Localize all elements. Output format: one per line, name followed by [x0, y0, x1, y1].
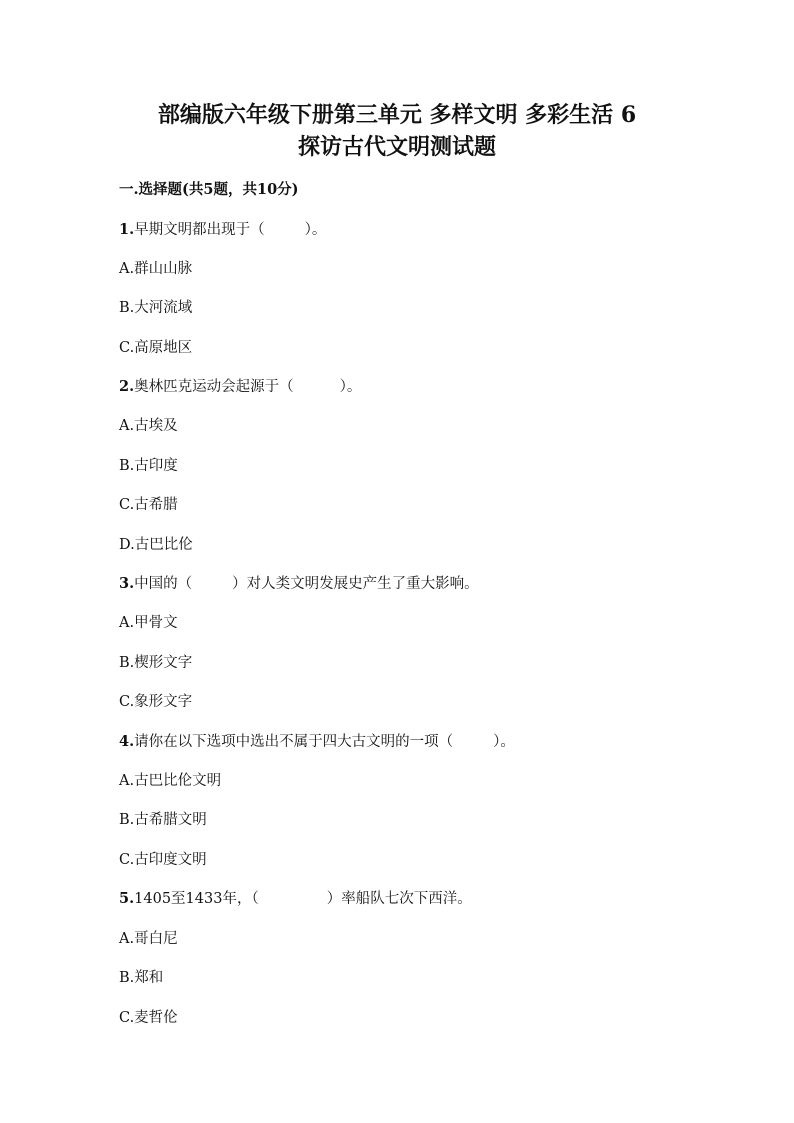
section-heading: 一.选择题(共5题，共10分) [119, 181, 299, 198]
question-number: 4. [119, 733, 135, 750]
question-5-option-c: C.麦哲伦 [119, 1010, 178, 1026]
question-2-option-b: B.古印度 [119, 458, 178, 474]
question-text: 奥林匹克运动会起源于（ [134, 379, 294, 395]
document-title-line-1: 部编版六年级下册第三单元 多样文明 多彩生活 6 [157, 102, 637, 128]
document-title-line-2: 探访古代文明测试题 [297, 134, 496, 160]
question-1-option-b: B.大河流域 [119, 300, 193, 316]
question-4-option-a: A.古巴比伦文明 [119, 773, 222, 789]
question-text: 中国的（ [134, 576, 193, 592]
question-4-stem [119, 730, 515, 751]
question-1-option-a: A.群山山脉 [119, 261, 193, 277]
question-text: 1405至1433年，（ [134, 891, 259, 907]
question-5-stem [119, 887, 472, 908]
question-3-option-a: A.甲骨文 [119, 615, 178, 631]
question-2-stem [119, 375, 361, 396]
question-1-stem [119, 218, 326, 239]
question-text-end: ）。 [493, 734, 515, 750]
question-2-option-a: A.古埃及 [119, 418, 178, 434]
question-3-option-c: C.象形文字 [119, 694, 193, 710]
question-text: 请你在以下选项中选出不属于四大古文明的一项（ [134, 734, 454, 750]
question-5-option-a: A.哥白尼 [119, 931, 178, 947]
question-number: 3. [119, 575, 135, 592]
question-text-end: ）率船队七次下西洋。 [326, 891, 472, 907]
question-4-option-b: B.古希腊文明 [119, 812, 207, 828]
question-1-option-c: C.高原地区 [119, 340, 193, 356]
question-number: 2. [119, 378, 135, 395]
question-text: 早期文明都出现于（ [134, 222, 265, 238]
question-number: 1. [119, 221, 135, 238]
question-number: 5. [119, 890, 135, 907]
question-text-end: ）对人类文明发展史产生了重大影响。 [232, 576, 479, 592]
question-2-option-c: C.古希腊 [119, 497, 178, 513]
question-text-end: ）。 [304, 222, 327, 238]
question-3-option-b: B.楔形文字 [119, 655, 193, 671]
question-4-option-c: C.古印度文明 [119, 852, 207, 868]
question-2-option-d: D.古巴比伦 [119, 537, 193, 553]
question-3-stem [119, 572, 479, 593]
question-text-end: ）。 [339, 379, 362, 395]
question-5-option-b: B.郑和 [119, 970, 164, 986]
